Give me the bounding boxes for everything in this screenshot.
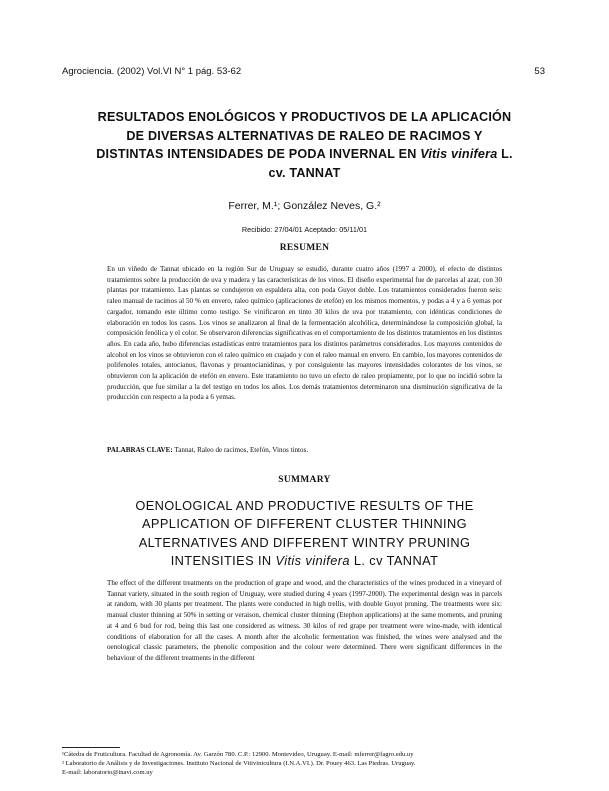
spanish-title-line bbox=[58, 145, 551, 164]
journal-citation: Agrociencia. (2002) Vol.VI N° 1 pág. 53-62 bbox=[62, 66, 242, 77]
spanish-title-text: L. bbox=[497, 147, 513, 161]
english-title bbox=[70, 497, 539, 571]
english-title-text: INTENSITIES IN bbox=[170, 553, 276, 569]
footnote-2-email: E-mail: laboratorio@inavi.com.uy bbox=[62, 769, 153, 777]
footnote-rule bbox=[62, 747, 120, 748]
keywords bbox=[107, 446, 502, 454]
keywords-list: Tannat, Raleo de racimos, Etefón, Vinos tintos. bbox=[172, 446, 309, 454]
english-title-line: APPLICATION OF DIFFERENT CLUSTER THINNING bbox=[142, 516, 467, 532]
species-name: Vitis vinifera bbox=[420, 147, 498, 161]
english-title-line: ALTERNATIVES AND DIFFERENT WINTRY PRUNING bbox=[138, 534, 471, 550]
keywords-label: PALABRAS CLAVE: bbox=[107, 446, 173, 454]
spanish-title-line: RESULTADOS ENOLÓGICOS Y PRODUCTIVOS DE LA APLICACIÓN bbox=[97, 110, 512, 124]
authors: Ferrer, M.¹; González Neves, G.² bbox=[228, 200, 381, 212]
page-number: 53 bbox=[534, 66, 545, 77]
english-title-line: OENOLOGICAL AND PRODUCTIVE RESULTS OF THE bbox=[135, 498, 474, 513]
footnotes bbox=[62, 750, 545, 778]
spanish-title-line: DE DIVERSAS ALTERNATIVAS DE RALEO DE RACIMOS Y bbox=[126, 128, 483, 143]
footnote-1: ¹Cátedra de Fruticultura. Facultad de Agronomía. Av. Garzón 780. C.P.: 12900. Montevideo, Uruguay. E-mail: mferrer@fagro.edu.uy bbox=[62, 751, 414, 758]
resumen-heading: RESUMEN bbox=[279, 243, 330, 253]
resumen-text: En un viñedo de Tannat ubicado en la región Sur de Uruguay se estudió, durante cuatro años (1997 a 2000), el efecto de distintos tratamientos sobre la producción de uva y madera y las características de los vinos. El diseño experimental fue de parcelas al azar, con 30 plantas por tratamiento. Las plantas se condujeron en espaldera alta, con poda Guyot doble. Los tratamientos considerados fueron seis: raleo manual de racimos al 50 % en envero, raleo químico (aplicaciones de etefón) en los mismos momentos, y podas a 4 y a 6 yemas por cargador, tomando este último como testigo. Se vinificaron en tinto 30 kilos de uva por tratamiento, con idénticas condiciones de elaboración en todos los casos. Los vinos se analizaron al final de la fermentación alcohólica, determinándose la composición global, la composición fenólica y el color. Se observaron diferencias significativas en el comportamiento de los distintos tratamientos en los distintos años. En cada año, hubo diferencias estadísticas entre tratamientos para los distintos parámetros considerados. Los mayores contenidos de alcohol en los vinos se obtuvieron con el raleo químico en cuajado y con el raleo manual en envero. En cambio, los mayores contenidos de polifenoles totales, antocianos, flavonas y proantocianidinas, y por consiguiente las mayores intensidades colorantes de los vinos, se obtuvieron con la aplicación de etefón en envero. Este tratamiento no tuvo un efecto de raleo propiamente, por lo que no incidió sobre la producción, que fue similar a la del testigo en todos los años. Los demás tratamientos determinaron una disminución significativa de la producción con respecto a la poda a 6 yemas. bbox=[107, 265, 502, 402]
summary-heading: SUMMARY bbox=[278, 475, 331, 485]
footnote-2: ² Laboratorio de Análisis y de Investigaciones. Instituto Nacional de Vitivinicultura (I.N.A.VI.). Dr. Pouey 463. Las Piedras. Uruguay. bbox=[62, 760, 416, 768]
spanish-title bbox=[58, 108, 551, 182]
english-title-line bbox=[70, 552, 539, 570]
running-header bbox=[62, 66, 545, 77]
species-name: Vitis vinifera bbox=[275, 553, 350, 569]
received-accepted-dates: Recibido: 27/04/01 Aceptado: 05/11/01 bbox=[241, 225, 368, 234]
summary-text: The effect of the different treatments on the production of grape and wood, and the characteristics of the wines produced in a vineyard of Tannat variety, situated in the south region of Uruguay, were studied during 4 years (1997-2000). The experimental design was in parcels at random, with 30 plants per treatment. The plants were conducted in high trellis, with double Guyot pruning. The treatments were six: manual cluster thinning at 50% in setting or veraison, chemical cluster thinning (Etephon applications) at the same moments, and pruning at 4 and 6 bud for rod, being this last one considered as witness. 30 kilos of red grape per treatment were wine-made, with identical conditions of elaboration for all the cases. A month after the alcoholic fermentation was finished, the wines were analysed and the oenological classic parameters, the phenolic composition and the colour were determined. There were significant differences in the behaviour of the different treatments in the different bbox=[107, 579, 502, 662]
english-title-text: L. cv TANNAT bbox=[349, 553, 439, 569]
spanish-title-line: cv. TANNAT bbox=[268, 165, 341, 180]
spanish-title-text: DISTINTAS INTENSIDADES DE PODA INVERNAL EN bbox=[96, 147, 421, 161]
